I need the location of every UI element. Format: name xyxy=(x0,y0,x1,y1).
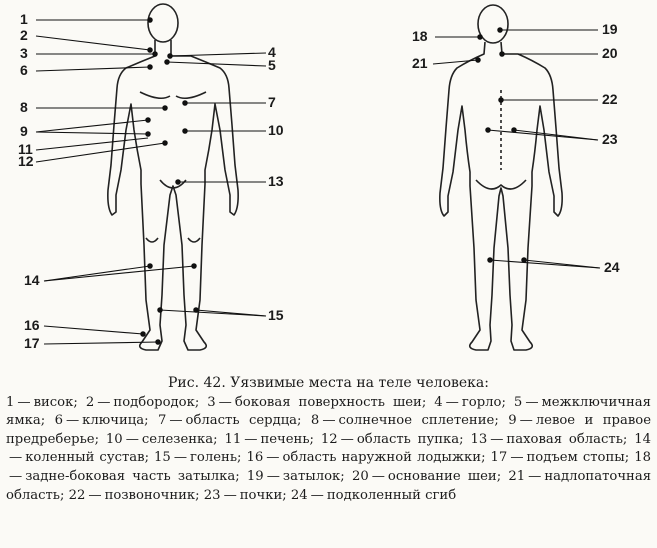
marker-20: 20 xyxy=(602,45,618,61)
caption-item xyxy=(204,488,282,503)
caption-dash: — xyxy=(266,468,280,484)
caption-item xyxy=(86,395,195,410)
caption-dash: — xyxy=(528,468,542,484)
marker-11: 11 xyxy=(18,141,33,157)
caption-dash: — xyxy=(97,394,111,410)
caption-item-number: 1 xyxy=(6,394,15,410)
caption-item xyxy=(158,413,297,428)
marker-3: 3 xyxy=(20,45,28,61)
caption-item-number: 18 xyxy=(634,450,651,466)
caption-item-number: 10 xyxy=(105,431,123,447)
marker-6: 6 xyxy=(20,62,28,78)
caption-item-number: 13 xyxy=(470,431,488,447)
caption-item-label: подъем стопы xyxy=(526,450,625,466)
marker-17: 17 xyxy=(24,335,40,351)
caption-item-label: область наружной лодыжки xyxy=(282,450,482,466)
marker-21: 21 xyxy=(412,55,428,71)
caption-dash: — xyxy=(218,394,232,410)
caption-dash: — xyxy=(510,450,524,466)
marker-8: 8 xyxy=(20,99,28,115)
caption-item xyxy=(470,432,622,447)
caption-item-number: 6 xyxy=(54,413,63,429)
back-pointers xyxy=(433,28,600,268)
marker-7: 7 xyxy=(268,94,276,110)
marker-13: 13 xyxy=(268,173,284,189)
caption-dash: — xyxy=(88,487,102,503)
caption-item-label: паховая область xyxy=(506,431,623,447)
caption-item xyxy=(224,432,309,447)
caption-item-number: 23 xyxy=(203,487,221,503)
front-torso-outline xyxy=(108,40,238,350)
caption-dash: — xyxy=(340,431,354,447)
caption-dash: — xyxy=(169,413,183,429)
caption-item-number: 11 xyxy=(224,431,242,447)
caption-dash: — xyxy=(519,413,533,429)
caption-item-number: 24 xyxy=(290,487,308,503)
caption-item xyxy=(247,469,340,484)
marker-10: 10 xyxy=(268,122,284,138)
caption-item xyxy=(352,469,497,484)
back-body-outline xyxy=(440,5,562,350)
caption-item-label: коленный сустав xyxy=(25,450,145,466)
caption-item-label: затылок xyxy=(282,468,341,484)
caption-dash: — xyxy=(490,431,504,447)
caption-item-number: 4 xyxy=(434,394,443,410)
caption-item-label: почки xyxy=(239,487,283,503)
marker-19: 19 xyxy=(602,21,618,37)
caption-item xyxy=(434,395,501,410)
marker-24: 24 xyxy=(604,259,620,275)
caption-item-label: позвоночник xyxy=(104,487,196,503)
caption-item-number: 2 xyxy=(85,394,95,410)
caption-item-number: 9 xyxy=(508,413,517,429)
marker-1: 1 xyxy=(20,11,28,27)
marker-15: 15 xyxy=(268,307,284,323)
caption-item xyxy=(69,488,196,503)
caption-item-number: 8 xyxy=(310,413,320,429)
marker-23: 23 xyxy=(602,131,618,147)
front-head xyxy=(148,4,178,42)
caption-dash: — xyxy=(322,413,336,429)
marker-2: 2 xyxy=(20,27,28,43)
caption-item-label: селезенка xyxy=(141,431,214,447)
caption-item-label: область сердца xyxy=(185,413,298,429)
marker-18: 18 xyxy=(412,28,428,44)
caption-item xyxy=(6,395,73,410)
caption-dash: — xyxy=(445,394,459,410)
front-chest-lines xyxy=(140,92,206,98)
caption-item-label: голень xyxy=(190,450,237,466)
marker-14: 14 xyxy=(24,272,40,288)
caption-dash: — xyxy=(9,450,23,466)
caption-dash: — xyxy=(310,487,324,503)
caption-item-label: боковая поверхность шеи xyxy=(234,394,422,410)
caption-item-number: 16 xyxy=(246,450,264,466)
caption-item xyxy=(291,488,456,503)
caption-dash: — xyxy=(223,487,237,503)
caption-dash: — xyxy=(266,450,280,466)
caption-item-label: область пупка xyxy=(356,431,460,447)
caption-item-label: межключичная ямка xyxy=(6,394,651,429)
caption-item-label: задне-боковая часть затылка xyxy=(25,468,236,484)
caption-item-number: 7 xyxy=(157,413,167,429)
caption-item-label: надлопаточная область xyxy=(6,468,652,503)
caption-dash: — xyxy=(525,394,539,410)
caption-item xyxy=(55,413,145,428)
marker-16: 16 xyxy=(24,317,40,333)
caption-item xyxy=(491,450,625,465)
caption-item xyxy=(106,432,213,447)
front-knee-lines xyxy=(146,238,200,242)
caption-item-number: 17 xyxy=(490,450,508,466)
caption-dash: — xyxy=(173,450,187,466)
marker-12: 12 xyxy=(18,153,34,169)
caption-dash: — xyxy=(125,431,139,447)
front-pointers xyxy=(36,18,266,344)
caption-item-label: подколенный сгиб xyxy=(326,487,457,503)
caption-item-label: солнечное сплетение xyxy=(338,413,495,429)
caption-item-number: 21 xyxy=(508,468,526,484)
caption-dash: — xyxy=(371,468,385,484)
caption-item xyxy=(246,450,481,465)
caption-item-label: горло xyxy=(461,394,502,410)
caption-item-number: 5 xyxy=(513,394,523,410)
caption-dash: — xyxy=(9,468,23,484)
figure-caption xyxy=(6,374,651,505)
caption-item xyxy=(154,450,237,465)
caption-dash: — xyxy=(17,394,31,410)
caption-item-label: печень xyxy=(260,431,310,447)
caption-item-number: 19 xyxy=(246,468,264,484)
caption-title: Рис. 42. Уязвимые места на теле человека: xyxy=(168,375,489,391)
caption-dash: — xyxy=(65,413,80,429)
caption-item-label: левое и правое предреберье xyxy=(6,413,652,447)
caption-item-label: основание шеи xyxy=(387,468,497,484)
caption-item-number: 3 xyxy=(207,394,216,410)
caption-dash: — xyxy=(244,431,258,447)
back-torso-outline xyxy=(440,42,562,350)
caption-item-number: 15 xyxy=(154,450,171,466)
marker-4: 4 xyxy=(268,44,276,60)
caption-item-label: подбородок xyxy=(113,394,195,410)
caption-item-label: висок xyxy=(33,394,74,410)
caption-item-number: 12 xyxy=(320,431,338,447)
caption-item-number: 20 xyxy=(351,468,369,484)
caption-item-number: 14 xyxy=(634,431,652,447)
caption-item xyxy=(311,413,494,428)
caption-item xyxy=(321,432,459,447)
marker-22: 22 xyxy=(602,91,618,107)
caption-legend: 1 — висок; 2 — подбородок; 3 — боковая поверхность шеи; 4 — горло; 5 — межключичная ямка; 6 — ключица; 7 — область сердца; 8 — солнечное сплетение; 9 — левое и правое предреберье; 10 — селезенка; 11 — печень; 12 — область пупка; 13 — паховая область; 14— коленный сустав; 15 — голень; 16 — область наружной лодыжки; 17 — подъем стопы; 18— задне-боковая часть затылка; 19 — затылок; 20 — основание шеи; 21 — надлопаточная область; 22 — позвоночник; 23 — почки; 24 — подколенный сгиб xyxy=(6,394,652,503)
caption-item xyxy=(207,395,422,410)
marker-5: 5 xyxy=(268,57,276,73)
marker-9: 9 xyxy=(20,123,28,139)
caption-item-label: ключица xyxy=(82,413,145,429)
caption-item-number: 22 xyxy=(68,487,86,503)
